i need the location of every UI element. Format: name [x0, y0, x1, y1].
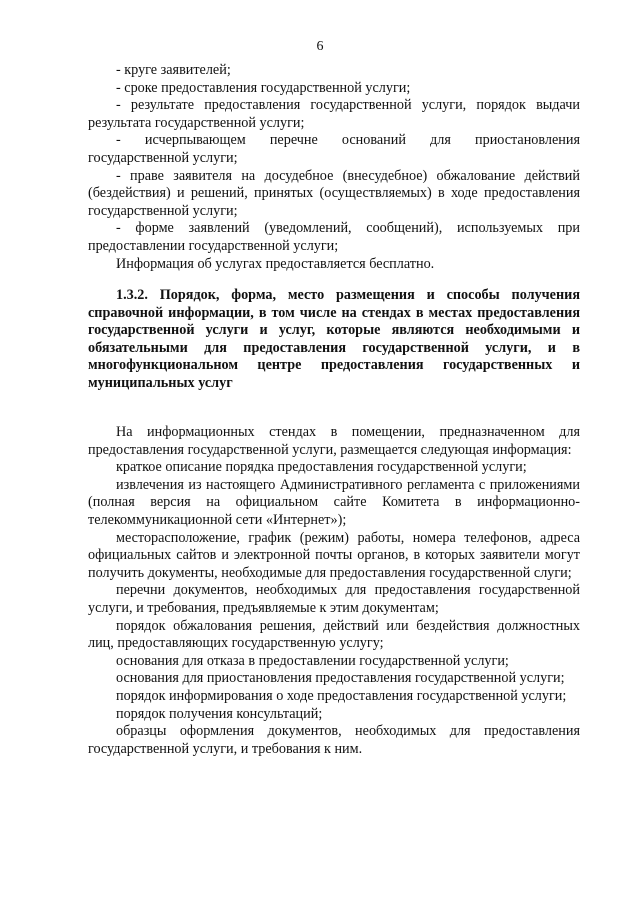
list-item: - сроке предоставления государственной услуги;	[116, 79, 411, 96]
list-item: извлечения из настоящего Административного регламента с приложениями (полная версия на официальном сайте Комитета в информационно-телекоммуникационной сети «Интернет»);	[88, 476, 580, 528]
list-item: месторасположение, график (режим) работы, номера телефонов, адреса официальных сайтов и электронной почты органов, в которых заявители могут получить документы, необходимые для предоставления государственной слуги;	[88, 529, 580, 581]
free-info-note: Информация об услугах предоставляется бесплатно.	[116, 255, 435, 272]
stand-info-block	[88, 424, 580, 758]
list-item: - праве заявителя на досудебное (внесудебное) обжалование действий (бездействия) и решений, принятых (осуществляемых) в ходе предоставления государственной услуги;	[88, 167, 580, 219]
list-item: порядок информирования о ходе предоставления государственной услуги;	[116, 687, 567, 704]
list-item: перечни документов, необходимых для предоставления государственной услуги, и требования, предъявляемые к этим документам;	[88, 582, 580, 616]
section-heading: 1.3.2. Порядок, форма, место размещения и способы получения справочной информации, в том числе на стендах в местах предоставления государственной услуги и услуг, которые являются необходимыми и обязательными для предоставления государственной услуги, и в многофункциональном центре предоставления государственных и муниципальных услуг	[88, 287, 580, 391]
list-item: порядок обжалования решения, действий или бездействия должностных лиц, предоставляющих государственную услугу;	[88, 617, 580, 652]
page-number: 6	[316, 39, 324, 54]
list-item: - результате предоставления государственной услуги, порядок выдачи результата государственной услуги;	[88, 97, 580, 131]
list-item: основания для приостановления предоставления государственной услуги;	[116, 670, 565, 687]
list-item: - исчерпывающем перечне оснований для приостановления государственной услуги;	[88, 132, 580, 166]
list-item: основания для отказа в предоставлении государственной услуги;	[116, 652, 509, 669]
list-item: порядок получения консультаций;	[116, 705, 323, 722]
list-item: образцы оформления документов, необходимых для предоставления государственной услуги, и требования к ним.	[88, 723, 580, 757]
list-item: краткое описание порядка предоставления государственной услуги;	[116, 459, 527, 476]
paragraph: На информационных стендах в помещении, предназначенном для предоставления государственной услуги, размещается следующая информация:	[88, 424, 580, 458]
info-list-block	[88, 62, 580, 273]
list-item: - форме заявлений (уведомлений, сообщений), используемых при предоставлении государственной услуги;	[88, 220, 580, 254]
list-item: - круге заявителей;	[116, 62, 231, 78]
